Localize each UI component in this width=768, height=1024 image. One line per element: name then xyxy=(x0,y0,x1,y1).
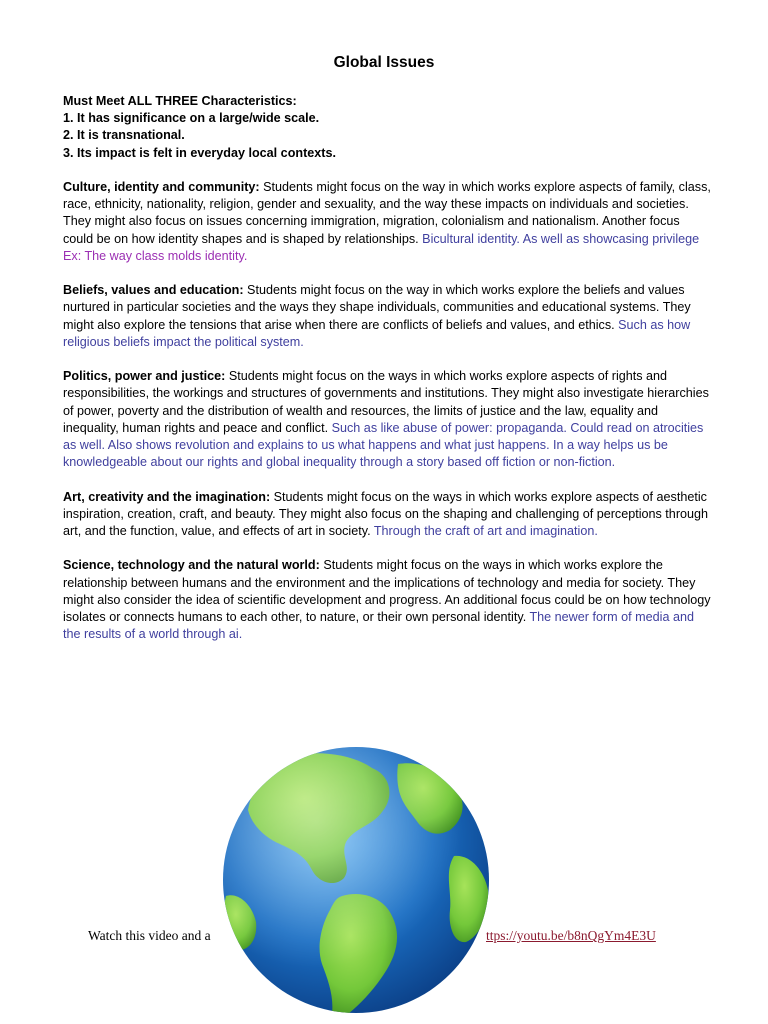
section-politics xyxy=(63,368,713,471)
requirement-item: 3. Its impact is felt in everyday local contexts. xyxy=(63,145,336,160)
section-heading: Culture, identity and community: xyxy=(63,180,260,194)
requirement-item: 2. It is transnational. xyxy=(63,128,185,143)
section-art xyxy=(63,489,713,541)
section-heading: Beliefs, values and education: xyxy=(63,283,244,298)
student-note: Such as like abuse of power: propaganda. Could read on atrocities as well. Also shows revolution and explains to us what happens and what just happens. In a way helps us be knowledgeable about our rights and global inequality through a story based off fiction or non-fiction. xyxy=(63,420,704,470)
section-body: Students might focus on the ways in which works explore aspects of rights and responsibilities, the workings and structures of governments and institutions. They might also investigate hierarchies of power, poverty and the distribution of wealth and resources, the limits of justice and the law, equality and inequality, human rights and peace and conflict. xyxy=(63,369,709,435)
requirements-heading: Must Meet ALL THREE Characteristics: xyxy=(63,94,297,108)
globe-icon xyxy=(222,746,490,1014)
student-example: Ex: The way class molds identity. xyxy=(63,248,248,263)
section-science xyxy=(63,557,713,643)
section-body: Students might focus on the way in which works explore the beliefs and values nurtured in particular societies and the ways they shape individuals, communities and educational systems. They might also explore the tensions that arise when there are conflicts of beliefs and values, and ethics. xyxy=(63,283,691,332)
video-link[interactable]: ttps://youtu.be/b8nQgYm4E3U xyxy=(486,928,656,943)
section-beliefs xyxy=(63,282,713,351)
section-heading: Art, creativity and the imagination: xyxy=(63,489,271,504)
page-title: Global Issues xyxy=(333,54,435,71)
section-body: Students might focus on the ways in which works explore aspects of aesthetic inspiration, creation, craft, and beauty. They might also focus on the shaping and challenging of perceptions through art, and the function, value, and effects of art in society. xyxy=(63,489,709,539)
student-note: Such as how religious beliefs impact the political system. xyxy=(63,317,691,349)
section-body: Students might focus on the ways in which works explore the relationship between humans and the environment and the implications of technology and media for society. They might also consider the idea of scientific development and progress. An additional focus could be on how technology isolates or connects humans to each other, to nature, or their own personal identity. xyxy=(63,558,711,625)
requirement-item: 1. It has significance on a large/wide scale. xyxy=(63,111,320,126)
student-note: The newer form of media and the results of a world through ai. xyxy=(63,610,694,642)
section-heading: Politics, power and justice: xyxy=(63,369,226,384)
video-instruction: Watch this video and a xyxy=(88,928,211,943)
student-note: Through the craft of art and imagination. xyxy=(370,524,598,539)
document-body xyxy=(63,93,713,661)
student-note: Bicultural identity. As well as showcasing privilege xyxy=(418,231,700,246)
section-heading: Science, technology and the natural world: xyxy=(63,558,320,573)
section-body: Students might focus on the way in which works explore aspects of family, class, race, ethnicity, nationality, religion, gender and sexuality, and the way these impacts on individuals and societies. They might also focus on issues concerning immigration, migration, colonialism and nationalism. Another focus could be on how identity shapes and is shaped by relationships. xyxy=(63,180,711,246)
section-culture xyxy=(63,179,713,265)
